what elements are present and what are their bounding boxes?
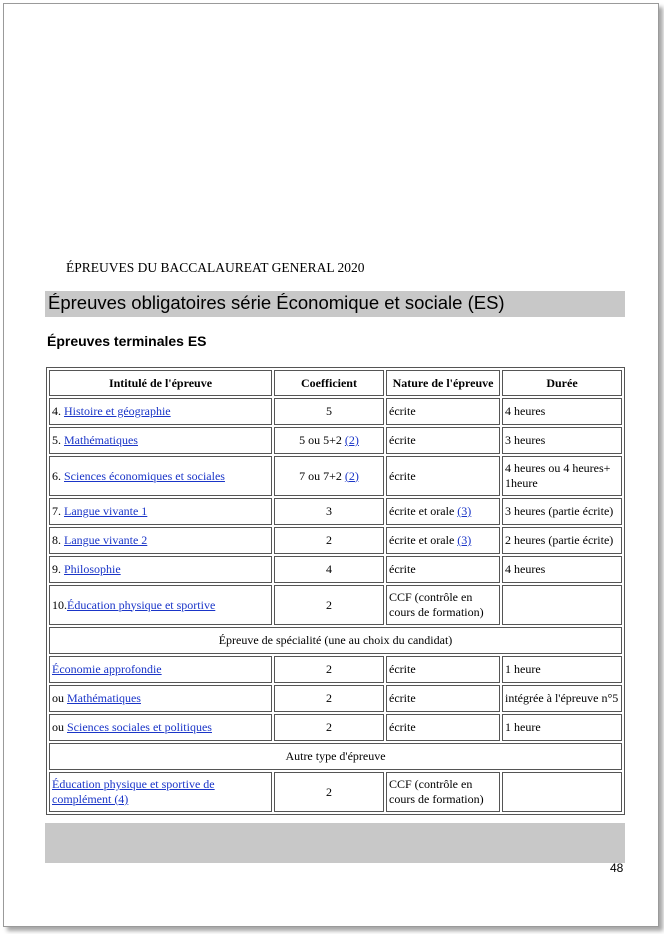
cell-coefficient: 2 [274,685,384,712]
section-title-bar [45,291,625,317]
table-row [49,427,622,454]
cell-coefficient: 5 [274,398,384,425]
section-title: Épreuves obligatoires série Économique et sociale (ES) [48,292,505,313]
row-number: 8. [52,533,64,547]
cell-duree [502,772,622,812]
cell-intitule [49,685,272,712]
footnote-link-3[interactable]: (3) [457,504,472,518]
page-number: 48 [610,861,624,875]
cell-intitule [49,656,272,683]
cell-duree: 4 heures ou 4 heures+ 1heure [502,456,622,496]
exam-link-philosophie[interactable]: Philosophie [64,562,121,576]
cell-nature: écrite [386,685,500,712]
cell-nature: écrite [386,556,500,583]
table-row [49,527,622,554]
cell-duree: 3 heures (partie écrite) [502,498,622,525]
exam-link-histoire-geographie[interactable]: Histoire et géographie [64,404,171,418]
cell-duree: intégrée à l'épreuve n°5 [502,685,622,712]
document-page [3,3,659,927]
footnote-link-2[interactable]: (2) [344,433,359,447]
cell-intitule [49,585,272,625]
table-header-row [49,370,622,396]
cell-duree: 1 heure [502,656,622,683]
row-prefix: ou [52,691,67,705]
autre-heading: Autre type d'épreuve [49,743,622,770]
table-row [49,556,622,583]
exam-link-mathematiques[interactable]: Mathématiques [64,433,138,447]
autre-heading-row [49,743,622,770]
cell-intitule [49,456,272,496]
cell-intitule [49,772,272,812]
cell-nature: CCF (contrôle en cours de formation) [386,772,500,812]
row-prefix: ou [52,720,67,734]
cell-nature: CCF (contrôle en cours de formation) [386,585,500,625]
cell-coefficient: 2 [274,527,384,554]
table-row [49,656,622,683]
cell-duree: 3 heures [502,427,622,454]
row-number: 7. [52,504,64,518]
cell-coefficient: 2 [274,656,384,683]
row-number: 9. [52,562,64,576]
cell-intitule [49,398,272,425]
coefficient-value: 7 ou 7+2 [299,468,345,483]
table-row [49,772,622,812]
coefficient-value: 5 ou 5+2 [299,433,345,447]
cell-coefficient: 4 [274,556,384,583]
table-row [49,398,622,425]
document-header: ÉPREUVES DU BACCALAUREAT GENERAL 2020 [66,260,365,275]
cell-coefficient [274,456,384,496]
cell-duree [502,585,622,625]
cell-duree: 4 heures [502,398,622,425]
cell-nature: écrite [386,456,500,496]
table-row [49,498,622,525]
cell-duree: 2 heures (partie écrite) [502,527,622,554]
exam-link-langue-vivante-2[interactable]: Langue vivante 2 [64,533,148,547]
exam-link-education-physique[interactable]: Éducation physique et sportive [67,597,216,612]
cell-intitule [49,498,272,525]
header-intitule: Intitulé de l'épreuve [49,370,272,396]
exam-link-langue-vivante-1[interactable]: Langue vivante 1 [64,504,148,518]
exam-link-sciences-economiques[interactable]: Sciences économiques et sociales [64,468,225,483]
cell-nature: écrite [386,427,500,454]
specialite-heading-row [49,627,622,654]
cell-intitule [49,556,272,583]
row-number: 6. [52,468,64,483]
footnote-link-3[interactable]: (3) [457,533,472,547]
cell-coefficient: 2 [274,585,384,625]
header-duree: Durée [502,370,622,396]
cell-coefficient: 2 [274,772,384,812]
cell-intitule [49,427,272,454]
subtitle: Épreuves terminales ES [47,333,207,349]
header-coefficient: Coefficient [274,370,384,396]
cell-nature: écrite [386,398,500,425]
row-number: 5. [52,433,64,447]
table-row [49,714,622,741]
table-row [49,685,622,712]
row-number: 10. [52,597,67,612]
nature-value: écrite et orale [389,533,458,547]
footer-bar [45,823,625,863]
cell-nature: écrite [386,714,500,741]
exam-link-eps-complement[interactable]: Éducation physique et sportive de complément (4) [52,777,215,806]
cell-coefficient: 2 [274,714,384,741]
cell-coefficient [274,427,384,454]
row-number: 4. [52,404,64,418]
exam-link-sciences-sociales-politiques[interactable]: Sciences sociales et politiques [67,720,212,734]
cell-duree: 1 heure [502,714,622,741]
specialite-heading: Épreuve de spécialité (une au choix du candidat) [49,627,622,654]
cell-duree: 4 heures [502,556,622,583]
cell-coefficient: 3 [274,498,384,525]
exam-link-economie-approfondie[interactable]: Économie approfondie [52,662,162,676]
cell-nature: écrite [386,656,500,683]
exam-link-mathematiques-specialite[interactable]: Mathématiques [67,691,141,705]
cell-nature [386,527,500,554]
header-nature: Nature de l'épreuve [386,370,500,396]
nature-value: écrite et orale [389,504,458,518]
table-row [49,585,622,625]
footnote-link-2[interactable]: (2) [344,468,359,483]
exams-table [46,367,625,815]
cell-intitule [49,714,272,741]
table-row [49,456,622,496]
cell-intitule [49,527,272,554]
cell-nature [386,498,500,525]
